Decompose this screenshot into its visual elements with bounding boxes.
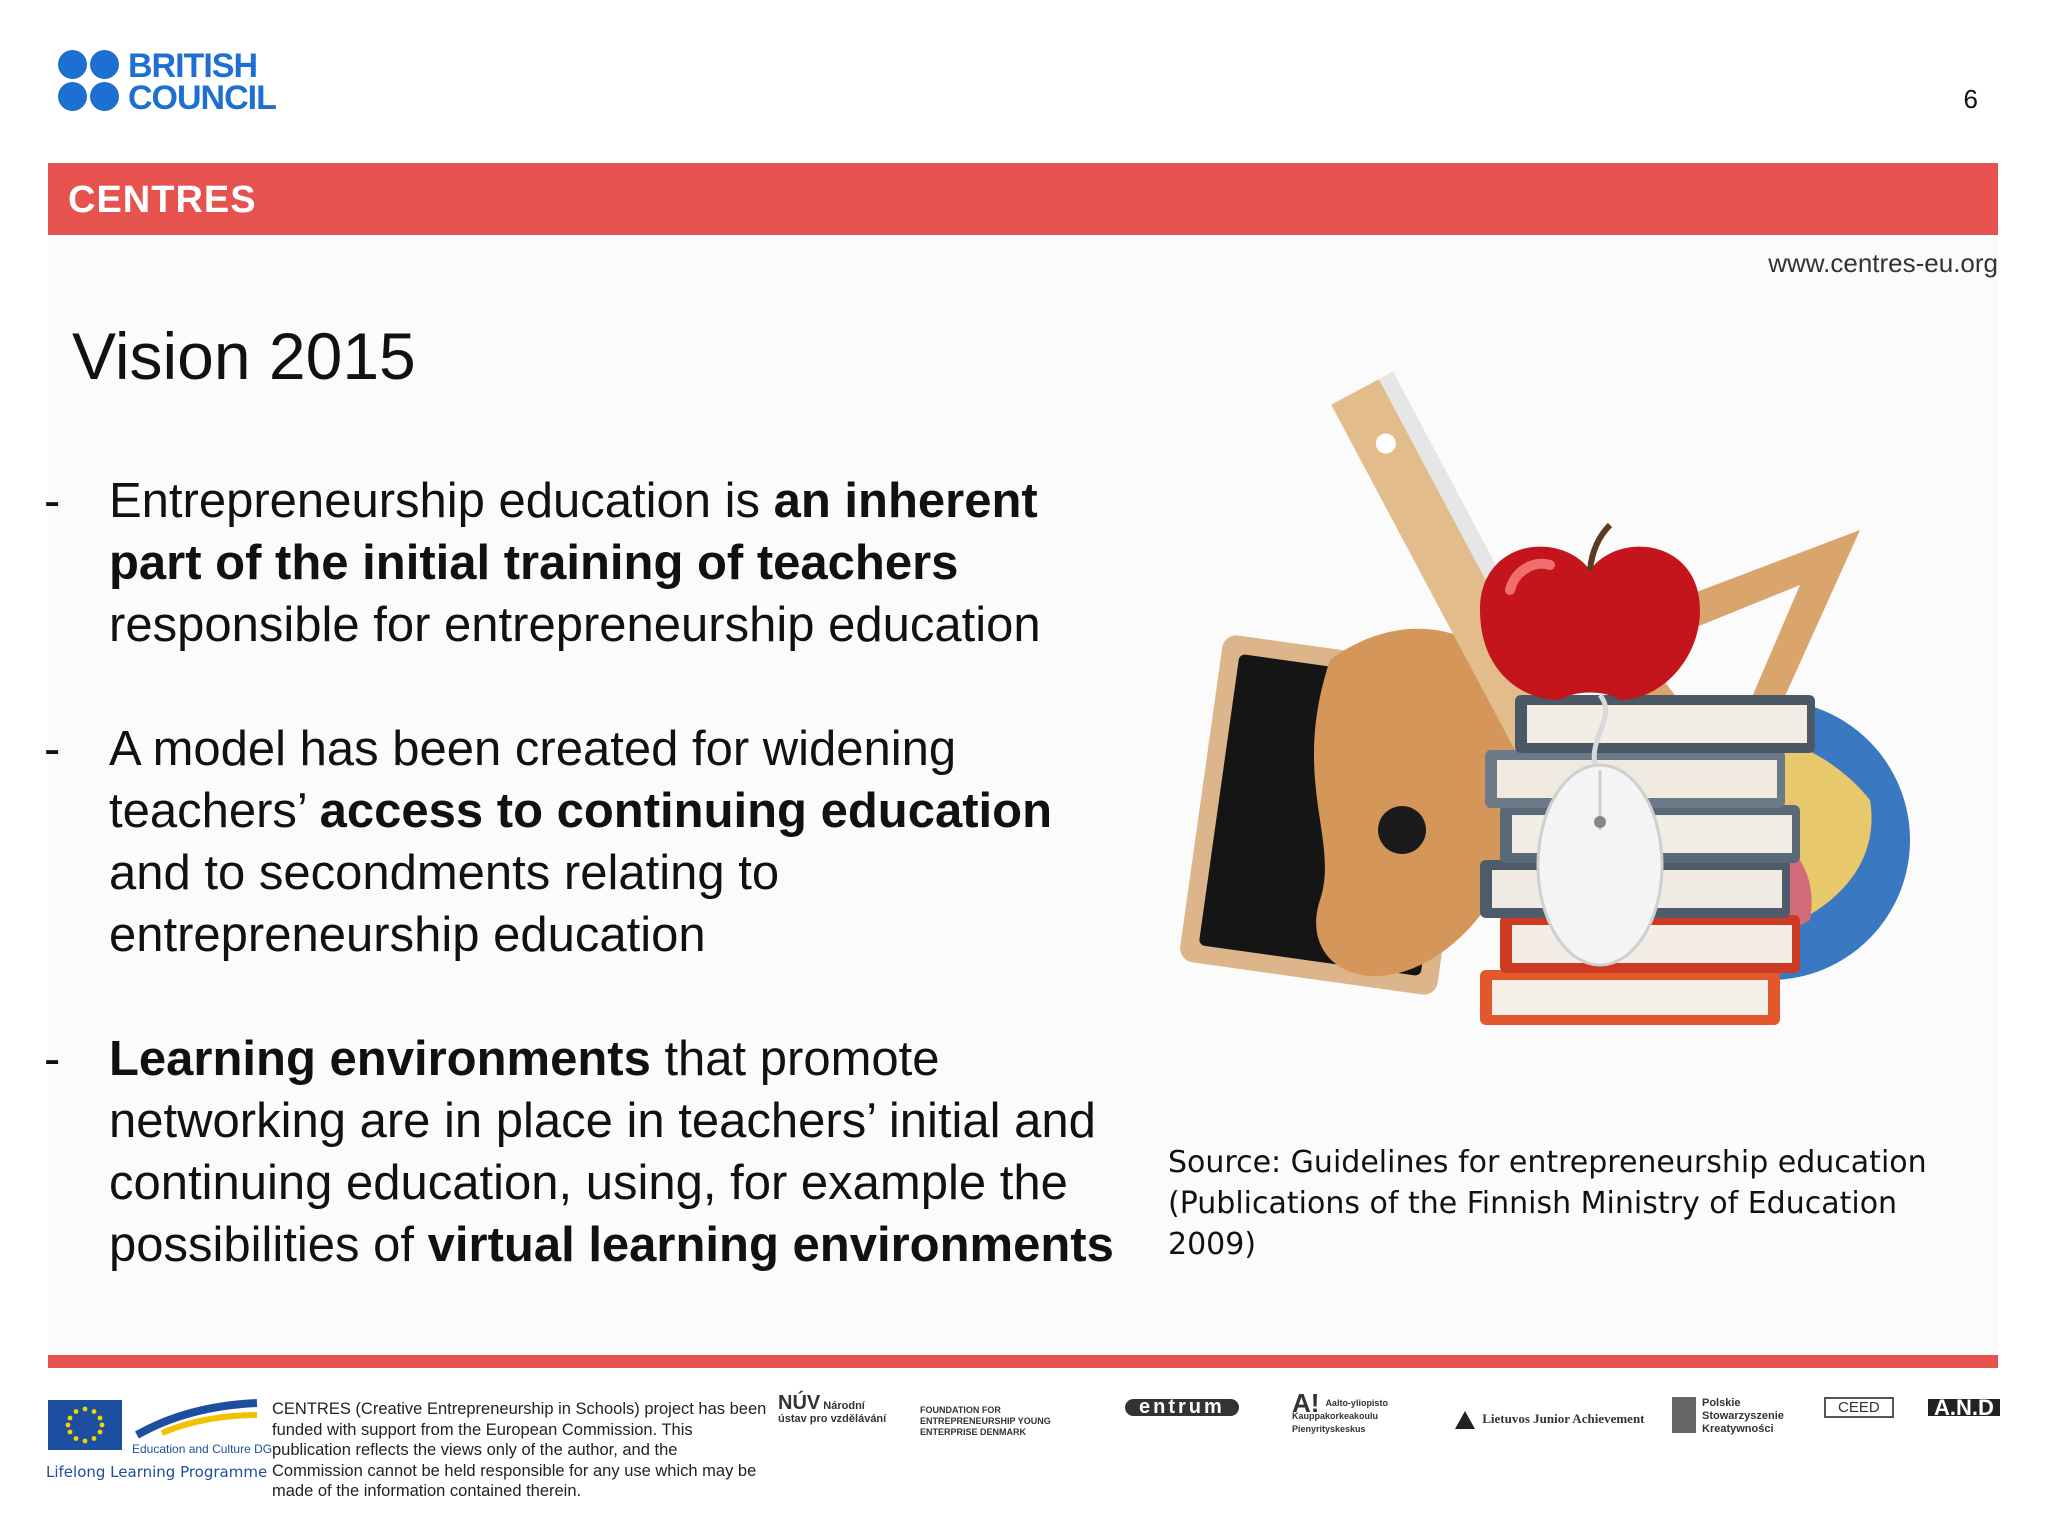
bullet-text-bold: Learning environments — [109, 1032, 651, 1086]
palette-hole — [1378, 806, 1426, 854]
bullet-dash: - — [44, 722, 61, 776]
psk-logo-icon — [1672, 1397, 1696, 1433]
british-council-logo — [58, 47, 298, 117]
llp-dg-label: Education and Culture DG — [132, 1442, 273, 1456]
page-number: 6 — [1963, 84, 1978, 114]
logo-line2: COUNCIL — [128, 79, 276, 117]
lja-name: Lietuvos Junior Achievement — [1482, 1410, 1645, 1426]
bullet-dash: - — [44, 1032, 61, 1086]
partner-logo-aalto — [1292, 1388, 1412, 1436]
education-illustration — [1180, 360, 1940, 1100]
eu-flag-icon — [48, 1400, 122, 1450]
funding-disclaimer: CENTRES (Creative Entrepreneurship in Schools) project has been funded with support from the European Commission. This publication reflects the views only of the author, and the Commission cannot be held responsible for any use which may be made of the information contained therein. — [272, 1400, 767, 1500]
footer — [40, 1385, 2010, 1515]
psk-name: Polskie Stowarzyszenie Kreatywności — [1702, 1397, 1784, 1435]
footer-divider — [48, 1355, 1998, 1368]
partner-logo-and — [1928, 1395, 2000, 1420]
logo-dot — [58, 82, 87, 111]
website-url: www.centres-eu.org — [1768, 248, 1998, 278]
bullet-text: and to secondments relating to entrepreneurship education — [109, 846, 780, 962]
llp-label: Lifelong Learning Programme — [46, 1463, 268, 1481]
nuv-name: Národní ústav pro vzdělávání — [778, 1400, 887, 1425]
partner-logo-lja — [1455, 1411, 1645, 1429]
ye-denmark-name: FOUNDATION FOR ENTREPRENEURSHIP YOUNG ENTERPRISE DENMARK — [920, 1405, 1051, 1437]
source-citation: Source: Guidelines for entrepreneurship education (Publications of the Finnish Ministry of Education 2009) — [1168, 1145, 1927, 1262]
bullet-text: Entrepreneurship education is — [109, 474, 774, 528]
bullet-text-bold: virtual learning environments — [427, 1218, 1114, 1272]
partner-logo-ceed — [1824, 1397, 1904, 1418]
bullet-text: A model has been created for widening teachers’ — [109, 722, 957, 838]
logo-dot — [90, 82, 119, 111]
aalto-name: Aalto-yliopisto Kauppakorkeakoulu Pienyrityskeskus — [1292, 1398, 1388, 1434]
nuv-mark: NÚV — [778, 1392, 821, 1414]
bullet-item — [44, 718, 1134, 966]
partner-logo-entrum — [1125, 1396, 1255, 1418]
apple-icon — [1480, 525, 1700, 700]
lja-triangle-icon — [1455, 1411, 1475, 1429]
logo-dot — [90, 50, 119, 79]
and-mark: A.N.D — [1928, 1399, 2000, 1416]
bullet-text: responsible for entrepreneurship education — [109, 598, 1041, 652]
bullet-text-bold: access to continuing education — [319, 784, 1053, 838]
bullet-text: that promote networking are in place in teachers’ initial and continuing education, using, for example the possibilities of — [109, 1032, 1096, 1272]
entrum-mark: entrum — [1125, 1399, 1239, 1416]
partner-logo-nuv — [778, 1392, 888, 1426]
bullet-item — [44, 1028, 1134, 1276]
llp-swoosh-icon — [132, 1395, 262, 1440]
partner-logo-psk — [1672, 1397, 1802, 1436]
ceed-mark: CEED — [1824, 1397, 1894, 1418]
slide-title: Vision 2015 — [72, 319, 416, 393]
bullet-text-bold: an inherent part of the initial training of teachers — [109, 474, 1038, 590]
bullet-list — [44, 470, 1134, 1338]
partner-logo-ye-denmark — [920, 1405, 1090, 1438]
bullet-dash: - — [44, 474, 61, 528]
title-banner — [48, 163, 1998, 235]
aalto-mark: A! — [1292, 1388, 1320, 1418]
bullet-item — [44, 470, 1134, 656]
logo-line1: BRITISH — [128, 47, 257, 85]
logo-dot — [58, 50, 87, 79]
banner-title: CENTRES — [68, 179, 257, 221]
